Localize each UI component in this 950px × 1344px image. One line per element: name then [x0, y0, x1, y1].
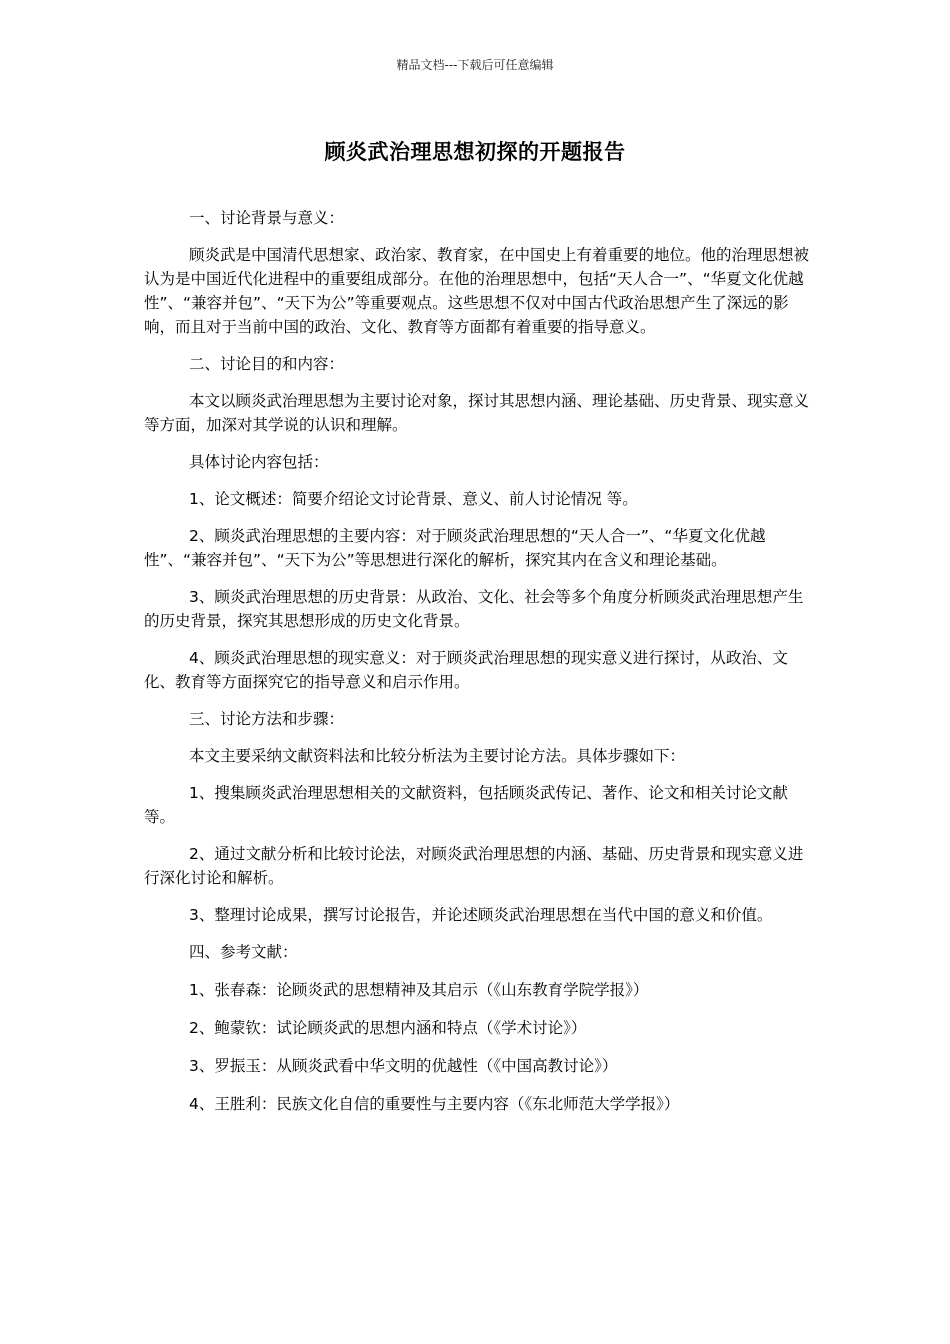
list-item-step-3: 3、整理讨论成果，撰写讨论报告，并论述顾炎武治理思想在当代中国的意义和价值。: [189, 906, 773, 924]
reference-item-3: 3、罗振玉：从顾炎武看中华文明的优越性（《中国高教讨论》）: [189, 1057, 618, 1075]
section-heading-methods: 三、讨论方法和步骤：: [189, 710, 345, 728]
document-title: 顾炎武治理思想初探的开题报告: [324, 140, 626, 164]
reference-item-1: 1、张春森：论顾炎武的思想精神及其启示（《山东教育学院学报》）: [189, 981, 649, 999]
page-header-note: 精品文档---下载后可任意编辑: [396, 58, 554, 72]
list-item-step-1: 1、搜集顾炎武治理思想相关的文献资料，包括顾炎武传记、著作、论文和相关讨论文献等。: [144, 784, 788, 826]
paragraph-background: 顾炎武是中国清代思想家、政治家、教育家，在中国史上有着重要的地位。他的治理思想被认为是中国近代化进程中的重要组成部分。在他的治理思想中，包括“天人合一”、“华夏文化优越性”、“兼容并包”、“天下为公”等重要观点。这些思想不仅对中国古代政治思想产生了深远的影响，而且对于当前中国的政治、文化、教育等方面都有着重要的指导意义。: [144, 246, 810, 336]
section-heading-background: 一、讨论背景与意义：: [189, 209, 345, 227]
list-item-content-3: 3、顾炎武治理思想的历史背景：从政治、文化、社会等多个角度分析顾炎武治理思想产生的历史背景，探究其思想形成的历史文化背景。: [144, 588, 804, 630]
paragraph-content-intro: 具体讨论内容包括：: [189, 453, 329, 471]
paragraph-purpose: 本文以顾炎武治理思想为主要讨论对象，探讨其思想内涵、理论基础、历史背景、现实意义等方面，加深对其学说的认识和理解。: [144, 392, 810, 434]
list-item-content-4: 4、顾炎武治理思想的现实意义：对于顾炎武治理思想的现实意义进行探讨，从政治、文化、教育等方面探究它的指导意义和启示作用。: [144, 649, 788, 691]
paragraph-methods: 本文主要采纳文献资料法和比较分析法为主要讨论方法。具体步骤如下：: [189, 747, 686, 765]
reference-item-2: 2、鲍蒙钦：试论顾炎武的思想内涵和特点（《学术讨论》）: [189, 1019, 587, 1037]
list-item-content-2: 2、顾炎武治理思想的主要内容：对于顾炎武治理思想的“天人合一”、“华夏文化优越性”、“兼容并包”、“天下为公”等思想进行深化的解析，探究其内在含义和理论基础。: [144, 527, 766, 569]
list-item-step-2: 2、通过文献分析和比较讨论法，对顾炎武治理思想的内涵、基础、历史背景和现实意义进行深化讨论和解析。: [144, 845, 804, 887]
list-item-content-1: 1、论文概述：简要介绍论文讨论背景、意义、前人讨论情况 等。: [189, 490, 638, 508]
section-heading-purpose: 二、讨论目的和内容：: [189, 355, 345, 373]
document-body: [144, 206, 812, 1130]
section-heading-references: 四、参考文献：: [189, 943, 298, 961]
reference-item-4: 4、王胜利：民族文化自信的重要性与主要内容（《东北师范大学学报》）: [189, 1095, 680, 1113]
